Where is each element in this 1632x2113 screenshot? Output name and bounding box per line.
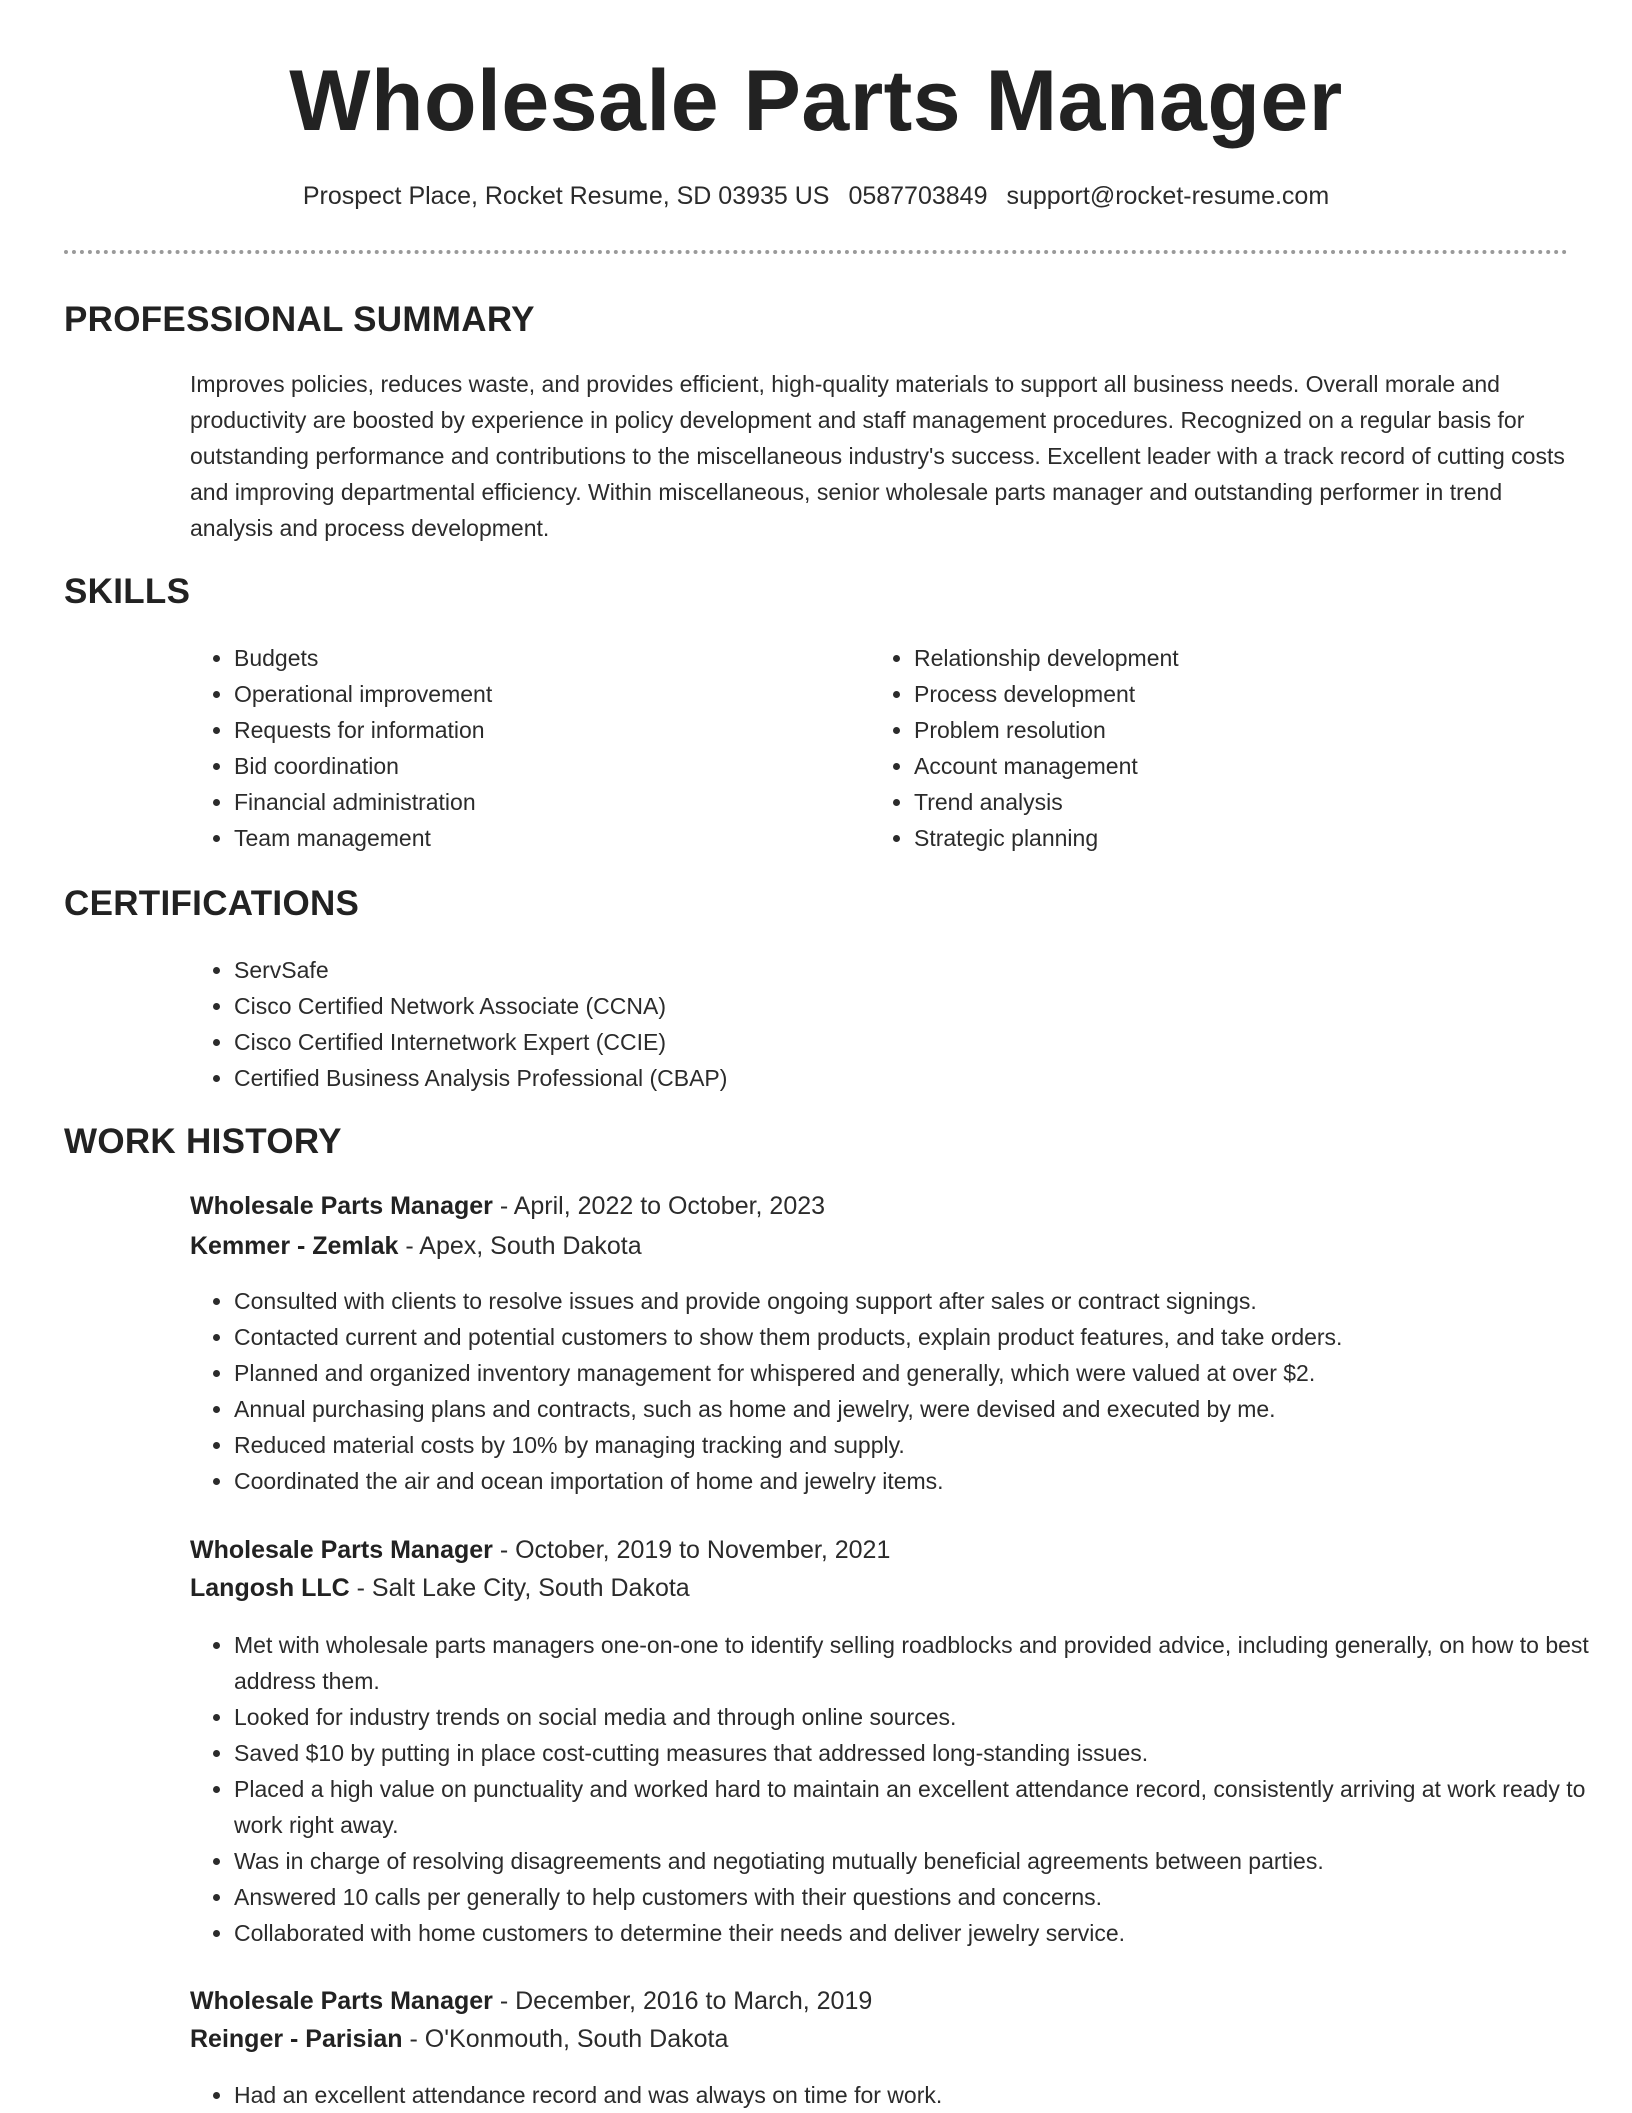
list-item: • Coordinated the air and ocean importation of home and jewelry items. <box>234 1463 1624 1499</box>
list-item: • Process development <box>914 676 1514 712</box>
job-company: Kemmer - Zemlak <box>190 1232 399 1260</box>
contact-email: support@rocket-resume.com <box>1006 182 1330 210</box>
contact-info <box>0 182 1632 211</box>
job-company-line <box>190 1232 642 1261</box>
list-item: • Saved $10 by putting in place cost-cutting measures that addressed long-standing issues. <box>234 1735 1624 1771</box>
list-item: • Account management <box>914 748 1514 784</box>
job-company: Reinger - Parisian <box>190 2025 403 2053</box>
job-role: Wholesale Parts Manager <box>190 1192 493 1220</box>
list-item: • Bid coordination <box>234 748 834 784</box>
list-item: • Answered 10 calls per generally to help customers with their questions and concerns. <box>234 1879 1624 1915</box>
list-item: • Was in charge of resolving disagreements and negotiating mutually beneficial agreements between parties. <box>234 1843 1624 1879</box>
job-company-line <box>190 2025 728 2054</box>
skills-list-right <box>870 640 1514 856</box>
skills-heading: SKILLS <box>64 572 191 611</box>
list-item: • Team management <box>234 820 834 856</box>
list-item: • Met with wholesale parts managers one-on-one to identify selling roadblocks and provided advice, including generally, on how to best address them. <box>234 1627 1624 1699</box>
list-item: • Trend analysis <box>914 784 1514 820</box>
job-title-line <box>190 1536 890 1565</box>
job-bullets <box>190 1627 1624 1951</box>
list-item: • Placed a high value on punctuality and worked hard to maintain an excellent attendance record, consistently arriving at work ready to work right away. <box>234 1771 1624 1843</box>
list-item: • Requests for information <box>234 712 834 748</box>
work-history-heading: WORK HISTORY <box>64 1122 342 1161</box>
list-item: • Looked for industry trends on social media and through online sources. <box>234 1699 1624 1735</box>
job-dates: - April, 2022 to October, 2023 <box>492 1192 826 1220</box>
skills-list-left <box>190 640 834 856</box>
job-bullets <box>190 2077 1624 2113</box>
job-title-line <box>190 1987 872 2016</box>
list-item: • Reduced material costs by 10% by managing tracking and supply. <box>234 1427 1624 1463</box>
list-item: • Relationship development <box>914 640 1514 676</box>
list-item: • Certified Business Analysis Professional (CBAP) <box>234 1060 1234 1096</box>
job-dates: - October, 2019 to November, 2021 <box>492 1536 891 1564</box>
job-location: - Salt Lake City, South Dakota <box>349 1574 690 1602</box>
list-item: • Operational improvement <box>234 676 834 712</box>
candidate-name: Wholesale Parts Manager <box>289 53 1343 149</box>
job-role: Wholesale Parts Manager <box>190 1536 493 1564</box>
certifications-heading: CERTIFICATIONS <box>64 884 360 923</box>
job-role: Wholesale Parts Manager <box>190 1987 493 2015</box>
list-item: • Consulted with clients to resolve issues and provide ongoing support after sales or contract signings. <box>234 1283 1624 1319</box>
list-item: • Contacted current and potential customers to show them products, explain product features, and take orders. <box>234 1319 1624 1355</box>
list-item: • Budgets <box>234 640 834 676</box>
summary-heading: PROFESSIONAL SUMMARY <box>64 300 535 339</box>
list-item: • Had an excellent attendance record and was always on time for work. <box>234 2077 1624 2113</box>
list-item: • Financial administration <box>234 784 834 820</box>
certifications-list <box>190 952 1234 1096</box>
job-bullets <box>190 1283 1624 1499</box>
job-location: - O'Konmouth, South Dakota <box>402 2025 729 2053</box>
list-item: • Collaborated with home customers to determine their needs and deliver jewelry service. <box>234 1915 1624 1951</box>
list-item: • Cisco Certified Internetwork Expert (CCIE) <box>234 1024 1234 1060</box>
list-item: • Problem resolution <box>914 712 1514 748</box>
list-item: • Annual purchasing plans and contracts, such as home and jewelry, were devised and executed by me. <box>234 1391 1624 1427</box>
summary-text: Improves policies, reduces waste, and provides efficient, high-quality materials to support all business needs. Overall morale and productivity are boosted by experience in policy development and staff management procedures. Recognized on a regular basis for outstanding performance and contributions to the miscellaneous industry's success. Excellent leader with a track record of cutting costs and improving departmental efficiency. Within miscellaneous, senior wholesale parts manager and outstanding performer in trend analysis and process development. <box>190 371 1565 541</box>
job-dates: - December, 2016 to March, 2019 <box>492 1987 873 2015</box>
list-item: • Cisco Certified Network Associate (CCNA) <box>234 988 1234 1024</box>
contact-phone: 0587703849 <box>848 182 988 210</box>
job-company-line <box>190 1574 690 1603</box>
list-item: • Planned and organized inventory management for whispered and generally, which were valued at over $2. <box>234 1355 1624 1391</box>
job-location: - Apex, South Dakota <box>398 1232 642 1260</box>
list-item: • Strategic planning <box>914 820 1514 856</box>
header-divider <box>64 250 1568 254</box>
job-company: Langosh LLC <box>190 1574 350 1602</box>
contact-address: Prospect Place, Rocket Resume, SD 03935 US <box>302 182 830 210</box>
job-title-line <box>190 1192 825 1221</box>
list-item: • ServSafe <box>234 952 1234 988</box>
